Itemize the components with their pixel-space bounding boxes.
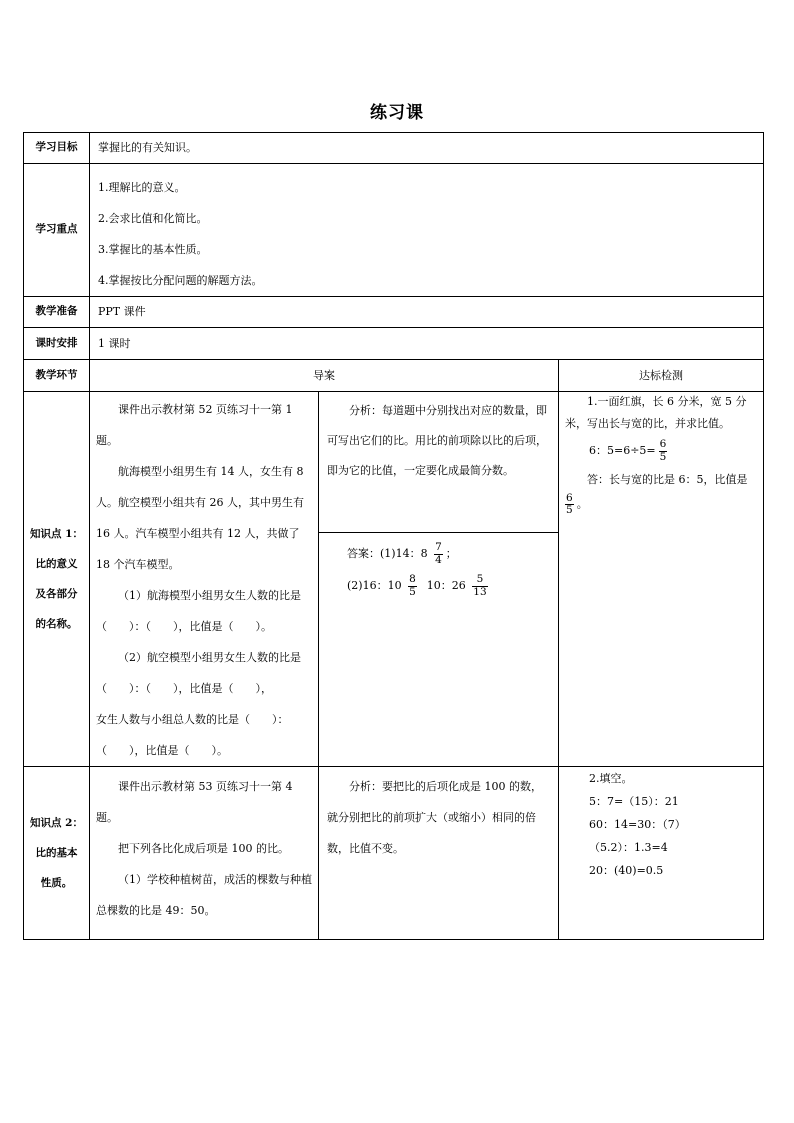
prep-label: 教学准备 [24,297,90,328]
focus-label: 学习重点 [24,164,90,297]
kp1-check [559,392,764,767]
focus-item: 1.理解比的意义。 [98,181,186,194]
kp1-analysis-box [319,392,558,533]
kp1-label-line: 的名称。 [35,618,78,630]
kp1-answer-box [319,533,558,603]
kp1-label [24,392,90,767]
kp2-check-item: 20：(40)=0.5 [589,864,664,877]
schedule-label: 课时安排 [24,328,90,360]
fraction: $\frac{6}{5}$ [566,492,573,517]
goal-label: 学习目标 [24,133,90,164]
header-label: 教学环节 [24,360,90,392]
row-kp2 [24,767,764,940]
schedule-text: 1 课时 [90,328,764,360]
kp2-analysis-cell [319,767,559,940]
header-check: 达标检测 [559,360,764,392]
row-schedule [24,328,764,360]
kp1-guide [90,392,319,767]
kp2-guide [90,767,319,940]
kp2-label [24,767,90,940]
kp2-analysis: 分析：要把比的后项化成是 100 的数，就分别把比的前项扩大（或缩小）相同的倍数，比值不变。 [327,780,542,855]
kp1-check-answer: 答：长与宽的比是 6：5，比值是 [587,473,748,486]
fraction: $\frac{5}{13}$ [473,573,487,598]
goal-text: 掌握比的有关知识。 [90,133,764,164]
kp1-guide-q2b: 女生人数与小组总人数的比是（ ）：（ ），比值是（ ）。 [96,713,289,757]
focus-item: 3.掌握比的基本性质。 [98,243,208,256]
kp2-label-line: 比的基本 [35,847,78,859]
kp1-answer-suffix: ； [445,547,457,560]
focus-item: 2.会求比值和化简比。 [98,212,208,225]
kp2-guide-intro: 课件出示教材第 53 页练习十一第 4 题。 [96,780,293,824]
kp1-check-answer-end: $\frac{6}{5}$ 。 [566,492,588,517]
kp1-analysis-cell [319,392,559,767]
kp1-label-line: 及各部分 [35,588,78,600]
fraction: $\frac{6}{5}$ [659,438,667,463]
prep-text: PPT 课件 [90,297,764,328]
kp1-answer-line2: (2)16：10 $\frac{8}{5}$ 10：26 $\frac{5}{13}$ [347,573,487,598]
kp1-guide-intro: 课件出示教材第 52 页练习十一第 1 题。 [96,403,293,447]
kp2-label-line: 性质。 [40,877,73,889]
header-guide: 导案 [90,360,559,392]
kp1-check-question: 1.一面红旗，长 6 分米，宽 5 分米，写出长与宽的比，并求比值。 [565,395,747,430]
kp1-label-line: 比的意义 [35,558,78,570]
kp1-guide-q2a: （2）航空模型小组男女生人数的比是（ ）：（ ），比值是（ ）， [96,651,301,695]
kp1-guide-story: 航海模型小组男生有 14 人，女生有 8 人。航空模型小组共有 26 人，其中男生有 16 人。汽车模型小组共有 12 人，共做了 18 个汽车模型。 [96,465,304,571]
row-kp1 [24,392,764,767]
fraction: $\frac{7}{4}$ [435,541,442,566]
kp2-check-item: 5：7=（15）：21 [589,795,679,808]
kp2-guide-task: 把下列各比化成后项是 100 的比。 [118,842,289,855]
fraction: $\frac{8}{5}$ [409,573,416,598]
kp2-guide-q1: （1）学校种植树苗，成活的棵数与种植总棵数的比是 49：50。 [96,873,312,917]
kp2-label-line: 知识点 2： [30,817,83,829]
kp1-answer-prefix: 答案：(1)14：8 [347,547,428,560]
kp1-check-calc: 6：5=6÷5= $\frac{6}{5}$ [589,438,667,463]
kp2-check-title: 2.填空。 [589,772,633,785]
row-header [24,360,764,392]
row-goal [24,133,764,164]
lesson-plan-table [23,132,764,940]
kp1-answer-line1 [347,539,550,569]
kp2-check-item: 60：14=30：（7） [589,818,686,831]
page-title: 练习课 [370,103,424,123]
focus-item: 4.掌握按比分配问题的解题方法。 [98,274,263,287]
kp1-analysis: 分析：每道题中分别找出对应的数量，即可写出它们的比。用比的前项除以比的后项，即为它的比值，一定要化成最简分数。 [327,404,547,477]
kp1-guide-q1: （1）航海模型小组男女生人数的比是（ ）：（ ），比值是（ ）。 [96,589,301,633]
row-focus [24,164,764,297]
focus-list [90,164,764,297]
kp1-label-line: 知识点 1： [30,528,83,540]
kp2-check-item: （5.2）：1.3=4 [589,841,668,854]
kp2-check [559,767,764,940]
row-prep [24,297,764,328]
